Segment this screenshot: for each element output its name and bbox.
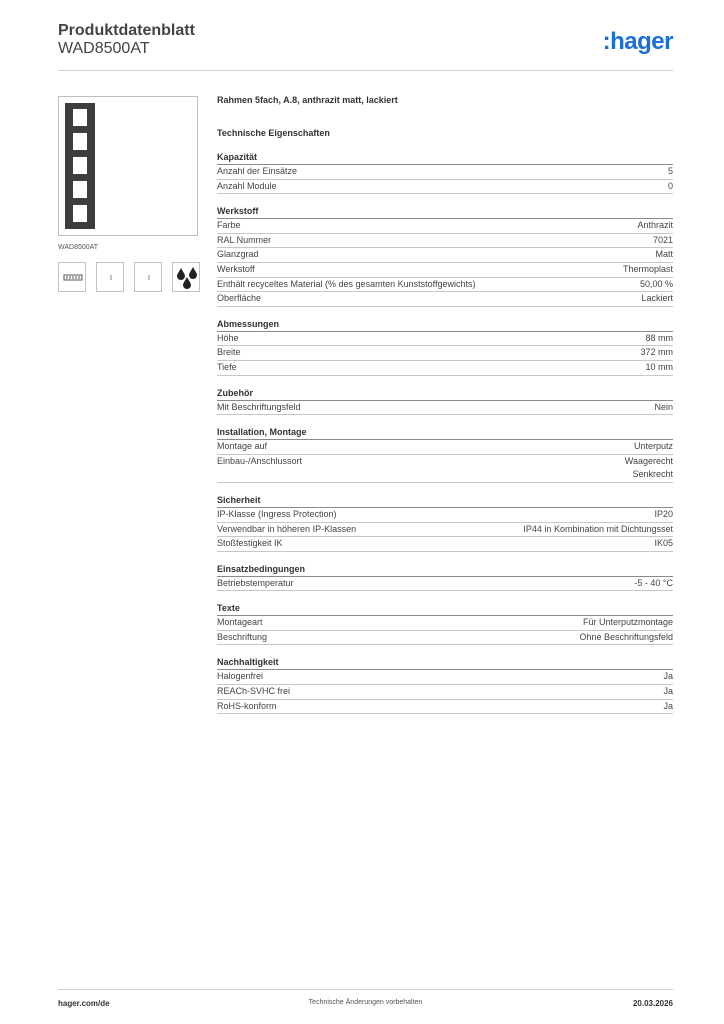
- spec-row: [217, 234, 673, 249]
- spec-section: [217, 493, 673, 552]
- spec-value: IP20: [654, 508, 673, 519]
- section-title: Abmessungen: [217, 317, 673, 332]
- spec-label: Tiefe: [217, 361, 237, 372]
- spec-row: [217, 700, 673, 715]
- spec-row: [217, 278, 673, 293]
- spec-sections: [217, 150, 673, 714]
- spec-label: Montageart: [217, 617, 263, 628]
- spec-value: Unterputz: [633, 441, 673, 452]
- spec-label: Verwendbar in höheren IP-Klassen: [217, 523, 357, 534]
- spec-row: [217, 401, 673, 416]
- footer-note: Technische Änderungen vorbehalten: [308, 999, 423, 1006]
- spec-section: [217, 150, 673, 194]
- spec-row: [217, 670, 673, 685]
- spec-section: [217, 601, 673, 645]
- product-image: [58, 96, 198, 236]
- section-title: Einsatzbedingungen: [217, 562, 673, 577]
- spec-row: [217, 455, 673, 483]
- section-title: Sicherheit: [217, 493, 673, 508]
- spec-row: [217, 332, 673, 347]
- spec-label: Anzahl Module: [217, 180, 277, 191]
- spec-row: [217, 440, 673, 455]
- section-title: Texte: [217, 601, 673, 616]
- spec-row: [217, 219, 673, 234]
- spec-label: Montage auf: [217, 441, 268, 452]
- section-title: Kapazität: [217, 150, 673, 165]
- spec-label: IP-Klasse (Ingress Protection): [217, 508, 337, 519]
- spec-value: Ja: [663, 671, 673, 682]
- spec-label: Glanzgrad: [217, 249, 259, 260]
- spec-row: [217, 631, 673, 646]
- spec-label: Farbe: [217, 220, 241, 231]
- section-title: Installation, Montage: [217, 425, 673, 440]
- spec-value: Ohne Beschriftungsfeld: [579, 631, 673, 642]
- spec-value: Ja: [663, 700, 673, 711]
- spec-row: [217, 180, 673, 195]
- module-strip-icon: [58, 262, 86, 292]
- spec-content: [217, 92, 673, 714]
- spec-label: RAL Nummer: [217, 234, 272, 245]
- spec-section: [217, 386, 673, 416]
- spec-row: [217, 346, 673, 361]
- frame-5fach: [65, 103, 95, 229]
- spec-label: Mit Beschriftungsfeld: [217, 401, 301, 412]
- single-module-icon: [96, 262, 124, 292]
- section-title: Zubehör: [217, 386, 673, 401]
- spec-value: 50,00 %: [639, 278, 673, 289]
- product-code: WAD8500AT: [58, 40, 150, 57]
- spec-label: Enthält recyceltes Material (% des gesamten Kunststoffgewichts): [217, 278, 476, 289]
- spec-row: [217, 523, 673, 538]
- spec-value: IP44 in Kombination mit Dichtungsset: [523, 523, 673, 534]
- spec-section: [217, 655, 673, 714]
- section-title: Nachhaltigkeit: [217, 655, 673, 670]
- spec-value: -5 - 40 °C: [634, 577, 673, 588]
- product-description: Rahmen 5fach, A.8, anthrazit matt, lackiert: [217, 95, 398, 105]
- spec-value: Anthrazit: [637, 220, 673, 231]
- footer-date: 20.03.2026: [632, 999, 673, 1008]
- spec-value: IK05: [654, 538, 673, 549]
- spec-value: Lackiert: [641, 293, 673, 304]
- spec-label: Breite: [217, 347, 241, 358]
- spec-section: [217, 562, 673, 592]
- spec-value: 88 mm: [645, 332, 673, 343]
- spec-row: [217, 685, 673, 700]
- spec-value: Thermoplast: [622, 263, 673, 274]
- spec-value: Matt: [655, 249, 673, 260]
- spec-label: Höhe: [217, 332, 239, 343]
- spec-label: Einbau-/Anschlussort: [217, 455, 303, 466]
- spec-row: [217, 361, 673, 376]
- spec-value: Nein: [654, 401, 673, 412]
- spec-value: Waagerecht Senkrecht: [624, 455, 673, 480]
- tech-heading: Technische Eigenschaften: [217, 128, 330, 138]
- spec-value: 5: [667, 166, 673, 176]
- spec-label: Anzahl der Einsätze: [217, 166, 298, 176]
- spec-value: 0: [667, 180, 673, 191]
- spec-label: Halogenfrei: [217, 671, 264, 682]
- hager-logo: :hager: [602, 28, 673, 55]
- spec-value: 7021: [652, 234, 673, 245]
- single-module-icon: [134, 262, 162, 292]
- spec-label: RoHS-konform: [217, 700, 277, 711]
- document-title: Produktdatenblatt: [58, 22, 195, 39]
- spec-section: [217, 317, 673, 376]
- spec-value: 372 mm: [640, 347, 673, 358]
- spec-row: [217, 263, 673, 278]
- spec-row: [217, 248, 673, 263]
- spec-row: [217, 292, 673, 307]
- spec-row: [217, 508, 673, 523]
- spec-value: 10 mm: [645, 361, 673, 372]
- spec-section: [217, 204, 673, 307]
- water-drops-icon: [172, 262, 200, 292]
- section-title: Werkstoff: [217, 204, 673, 219]
- spec-label: REACh-SVHC frei: [217, 686, 291, 697]
- spec-label: Stoßfestigkeit IK: [217, 538, 283, 549]
- spec-row: [217, 537, 673, 552]
- page-header: [58, 20, 673, 71]
- spec-row: [217, 577, 673, 592]
- spec-section: [217, 425, 673, 483]
- spec-label: Beschriftung: [217, 631, 268, 642]
- spec-value: Für Unterputzmontage: [582, 617, 673, 628]
- spec-label: Betriebstemperatur: [217, 577, 294, 588]
- spec-value: Ja: [663, 686, 673, 697]
- image-caption: WAD8500AT: [58, 244, 99, 251]
- footer-website: hager.com/de: [58, 999, 110, 1008]
- spec-label: Werkstoff: [217, 263, 255, 274]
- spec-row: [217, 616, 673, 631]
- page-footer: [58, 989, 673, 1012]
- spec-row: [217, 165, 673, 180]
- spec-label: Oberfläche: [217, 293, 262, 304]
